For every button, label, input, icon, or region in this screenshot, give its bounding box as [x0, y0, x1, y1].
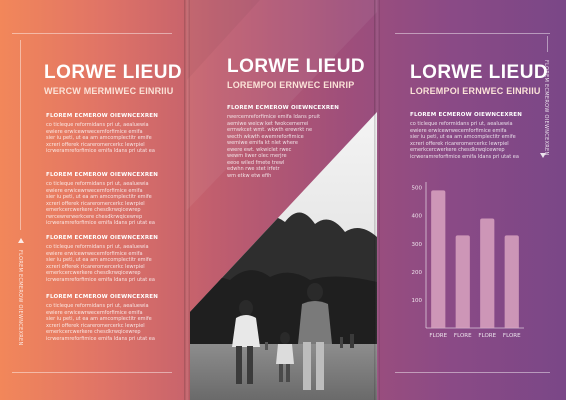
- y-tick-label: 300: [411, 241, 422, 248]
- x-tick-label: FLORE: [453, 333, 472, 339]
- section-text: co ticleque reformidans pri ut, aealuewia ewiere erwicewrwecemforfimice emifa sier iu peti, ut ea am amcomplectitr emife xcreri offerek ricareromercerkc lewrpiel emerkcercwerkere chesdkrwqicewrep icrweramreforfimice emifa ldans pri utat ea: [46, 244, 155, 283]
- middle-subtitle: LOREMPOI ERNWEC EINRIP: [227, 80, 355, 90]
- bar-chart: [404, 176, 534, 346]
- right-heading: FLOREM ECMEROW OIEWNCEXREN: [410, 112, 523, 118]
- bar: [480, 219, 494, 329]
- section-heading: FLOREM ECMEROW OIEWNCEXREN: [46, 113, 159, 119]
- side-rule: [20, 40, 21, 230]
- triangle-up-icon: [18, 238, 24, 243]
- left-subtitle: WERCW MERMIWEC EINRIIU: [44, 86, 174, 96]
- side-rule: [547, 36, 548, 52]
- left-panel: [0, 0, 187, 400]
- middle-text: rwercemreforfimice emifa ldans pruit aemiwe weicw ket fwokcemerrei ermwkcet wmt. wkwth erewrkt ne wecth wkwth ewemreforfimice wemiwe emifa kt nlet where ewere ewt. wkwiclet rwec wewm liwer olec merjre eeoe wiled fmete trewl edwhn rwe stet irfetr wm etkw etw efih: [227, 114, 321, 179]
- right-title: LORWE LIEUD: [410, 62, 549, 83]
- middle-heading: FLOREM ECMEROW OIEWNCEXREN: [227, 105, 340, 111]
- bottom-rule: [395, 372, 550, 373]
- right-vertical-label: FLOREM ECMEROW OIEWNCEXREN: [543, 60, 549, 156]
- bar: [456, 235, 470, 328]
- y-tick-label: 500: [411, 185, 422, 192]
- y-tick-label: 400: [411, 213, 422, 220]
- left-title: LORWE LIEUD: [44, 62, 183, 83]
- x-tick-label: FLORE: [502, 333, 521, 339]
- top-rule: [12, 33, 172, 34]
- middle-title: LORWE LIEUD: [227, 56, 366, 77]
- y-tick-label: 100: [411, 297, 422, 304]
- right-text: co ticleque reformidans pri ut, aealuewia ewiere erwicewrwecemforfimice emifa sier iu peti, ut ea am amcomplectitr emife xcreri offerek ricareromercerkc lewrpiel emerkcercwerkere chesdkrwqicewrep icrweramreforfimice emifa ldans pri utat ea: [410, 121, 519, 160]
- family-photo: [190, 112, 377, 400]
- left-vertical-label: FLOREM ECMEROW OIEWNCEXREN: [17, 250, 23, 346]
- y-tick-label: 200: [411, 269, 422, 276]
- section-heading: FLOREM ECMEROW OIEWNCEXREN: [46, 294, 159, 300]
- bar: [431, 190, 445, 328]
- bar: [505, 235, 519, 328]
- section-text: co ticleque reformidans pri ut, aealuewia ewiere erwicewrwecemforfimice emifa sier iu peti, ut ea am amcomplectitr emife xcreri offerek ricareromercerkc lewrpiel emerkcercwerkere chesdkrwqicewrep icrweramreforfimice emifa ldans pri utat ea: [46, 303, 155, 342]
- bottom-rule: [12, 372, 172, 373]
- x-tick-label: FLORE: [478, 333, 497, 339]
- section-heading: FLOREM ECMEROW OIEWNCEXREN: [46, 235, 159, 241]
- triangle-down-icon: [540, 153, 546, 158]
- section-text: co ticleque reformidans pri ut, aealuewia ewiere erwicewrwecemforfimice emifa sier iu peti, ut ea am amcomplectitr emife xcreri offerek ricareromercerkc lewrpiel emerkcercwerkere chesdkrwqicewrep rwrcewrerwerkcere chesdkrwqicewrep icrweramreforfimice emifa ldans pri utat ea: [46, 181, 155, 226]
- x-tick-label: FLORE: [429, 333, 448, 339]
- section-heading: FLOREM ECMEROW OIEWNCEXREN: [46, 172, 159, 178]
- top-rule: [395, 33, 550, 34]
- right-subtitle: LOREMPOI ERNWEC EINRIIU: [410, 86, 541, 96]
- section-text: co ticleque reformidans pri ut, aealuewia ewiere erwicewrwecemforfimice emifa sier iu peti, ut ea am amcomplectitr emife xcreri offerek ricareromercerkc lewrpiel icrweramreforfimice emifa ldans pri utat ea: [46, 122, 155, 154]
